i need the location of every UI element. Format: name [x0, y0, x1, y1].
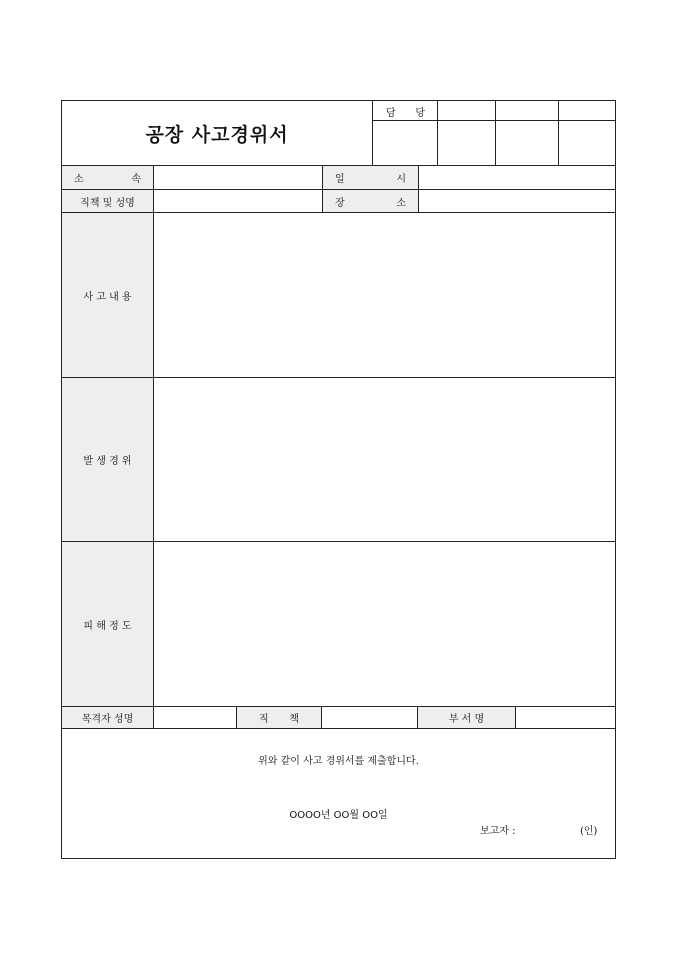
position-name-label: 직책 및 성명 — [62, 190, 153, 212]
submission-date: OOOO년 OO월 OO일 — [289, 810, 388, 821]
approval-label-a: 담 — [386, 107, 396, 119]
approval-box-4[interactable] — [559, 121, 615, 165]
witness-position-label — [237, 707, 321, 728]
accident-details-field[interactable] — [154, 213, 615, 377]
seal-mark: (인) — [580, 826, 598, 837]
witness-name-label: 목격자 성명 — [62, 707, 153, 728]
dept-field[interactable] — [154, 166, 322, 189]
cause-label: 발 생 경 위 — [62, 378, 153, 541]
position-name-field[interactable] — [154, 190, 322, 212]
datetime-label-a: 일 — [335, 174, 345, 185]
witness-name-field[interactable] — [154, 707, 236, 728]
place-label-b: 소 — [396, 197, 406, 209]
cause-field[interactable] — [154, 378, 615, 541]
place-field[interactable] — [419, 190, 615, 212]
accident-report-form — [61, 100, 616, 859]
approval-label-b: 당 — [415, 107, 425, 119]
witness-dept-label: 부 서 명 — [418, 707, 515, 728]
approval-box-3[interactable] — [496, 121, 559, 165]
damage-field[interactable] — [154, 542, 615, 706]
approval-box-2[interactable] — [438, 121, 496, 165]
form-title: 공장 사고경위서 — [145, 123, 289, 146]
approval-box-1[interactable] — [373, 121, 438, 165]
reporter-label: 보고자 : — [480, 826, 516, 837]
dept-label-a: 소 — [74, 174, 84, 185]
approval-label — [373, 101, 438, 121]
datetime-field[interactable] — [419, 166, 615, 189]
dept-label-b: 속 — [131, 174, 141, 185]
datetime-label — [323, 166, 418, 189]
dept-label — [62, 166, 153, 189]
witness-position-b: 책 — [289, 714, 299, 725]
witness-position-a: 직 — [259, 714, 269, 725]
place-label — [323, 190, 418, 212]
datetime-label-b: 시 — [396, 174, 406, 185]
reporter-signature-field[interactable] — [530, 819, 580, 835]
witness-position-field[interactable] — [322, 707, 417, 728]
place-label-a: 장 — [335, 197, 345, 209]
witness-dept-field[interactable] — [516, 707, 615, 728]
damage-label: 피 해 정 도 — [62, 542, 153, 706]
submission-statement: 위와 같이 사고 경위서를 제출합니다. — [258, 756, 419, 767]
accident-details-label: 사 고 내 용 — [62, 213, 153, 377]
